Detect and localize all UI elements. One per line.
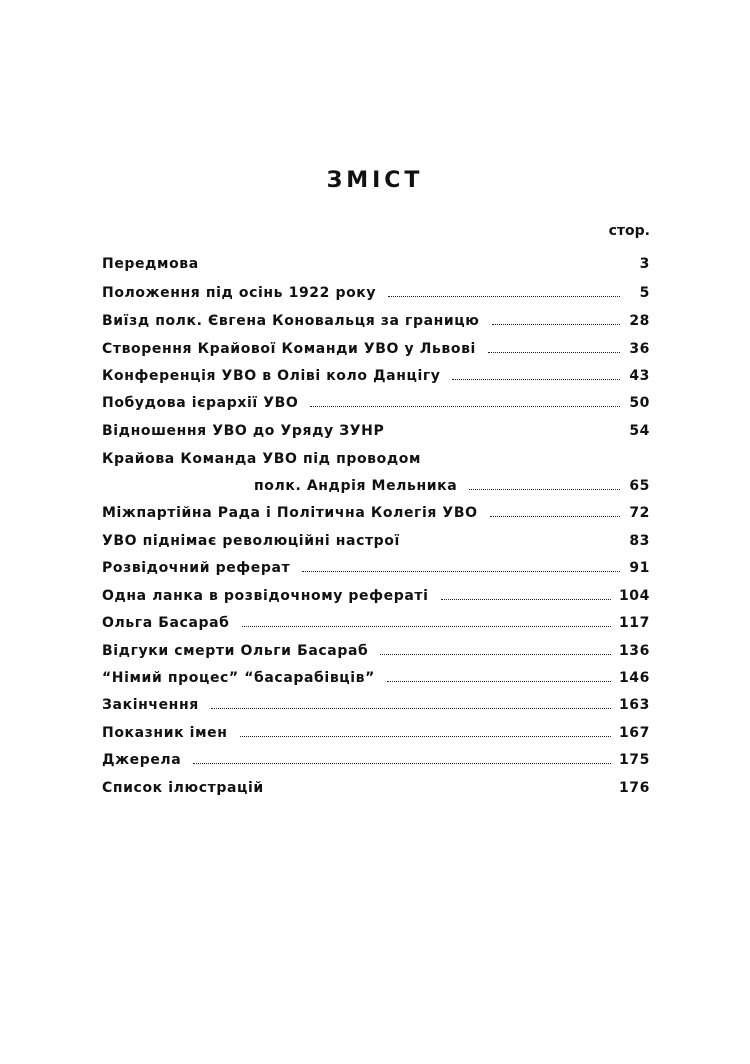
toc-entry [102, 391, 650, 411]
dot-leader [469, 488, 620, 490]
toc-entry [254, 474, 650, 494]
toc-entry-page: 83 [629, 533, 650, 549]
toc-entry-page: 146 [618, 670, 650, 686]
toc-entry-page: 28 [629, 313, 650, 329]
toc-entry [102, 281, 650, 301]
dot-leader [380, 653, 611, 655]
dot-leader [396, 434, 620, 435]
dot-leader [452, 378, 620, 380]
toc-entry-title: УВО піднімає революційні настрої [102, 533, 400, 549]
toc-entry-title: Виїзд полк. Євгена Коновальця за границю [102, 313, 480, 329]
toc-entry-page: 104 [618, 588, 650, 604]
dot-leader [240, 735, 611, 737]
toc-entry-title: Положення під осінь 1922 року [102, 285, 377, 301]
toc-entry-page: 167 [618, 725, 650, 741]
toc-entry-page: 50 [629, 395, 650, 411]
toc-entry-page: 117 [618, 615, 650, 631]
toc-entry-page: 65 [629, 478, 650, 494]
toc-entry [102, 721, 650, 741]
toc-entry-title: Показник імен [102, 725, 228, 741]
dot-leader [412, 544, 620, 545]
toc-entry-title: Відношення УВО до Уряду ЗУНР [102, 423, 385, 439]
toc-entry [102, 252, 650, 272]
dot-leader [433, 462, 620, 463]
toc-entry [102, 529, 650, 549]
toc-entry-title: Створення Крайової Команди УВО у Львові [102, 341, 476, 357]
toc-entry-page: 176 [618, 780, 650, 796]
toc-entry-title: Відгуки смерти Ольги Басараб [102, 643, 369, 659]
toc-entry [102, 748, 650, 768]
toc-entry [102, 776, 650, 796]
toc-entry [102, 556, 650, 576]
toc-entry-page: 175 [618, 752, 650, 768]
toc-entry-title: “Німий процес” “басарабівців” [102, 670, 375, 686]
toc-entry-title: Ольга Басараб [102, 615, 230, 631]
toc-entry-page: 91 [629, 560, 650, 576]
toc-entry-title: Список ілюстрацій [102, 780, 264, 796]
dot-leader [302, 570, 620, 572]
toc-entry [102, 639, 650, 659]
toc-entry-page: 3 [639, 256, 650, 272]
dot-leader [387, 680, 611, 682]
dot-leader [242, 625, 611, 627]
toc-entry-title: Закінчення [102, 697, 199, 713]
toc-entry-title: Джерела [102, 752, 182, 768]
dot-leader [490, 515, 620, 517]
toc-entry-title: Конференція УВО в Оліві коло Данцігу [102, 368, 441, 384]
dot-leader [441, 598, 611, 600]
toc-entry-page: 5 [639, 285, 650, 301]
toc-entry-title: Крайова Команда УВО під проводом [102, 451, 422, 467]
dot-leader [211, 707, 611, 709]
toc-entry-title: Одна ланка в розвідочному рефераті [102, 588, 429, 604]
dot-leader [388, 295, 620, 297]
toc-entry-page: 72 [629, 505, 650, 521]
toc-entry-page: 43 [629, 368, 650, 384]
toc-entry-page: 136 [618, 643, 650, 659]
toc-entry-page: 163 [618, 697, 650, 713]
toc-entry [102, 364, 650, 384]
toc-entry-title: полк. Андрія Мельника [254, 478, 458, 494]
page-column-label: стор. [608, 223, 650, 239]
toc-entry [102, 693, 650, 713]
toc-entry [102, 309, 650, 329]
toc-entry-title: Розвідочний реферат [102, 560, 291, 576]
toc-entry [102, 447, 650, 467]
toc-entry-title: Міжпартійна Рада і Політична Колегія УВО [102, 505, 478, 521]
dot-leader [310, 405, 620, 407]
toc-entry-title: Побудова ієрархії УВО [102, 395, 299, 411]
toc-entry [102, 666, 650, 686]
toc-entry-page: 54 [629, 423, 650, 439]
page-title: ЗМІСТ [326, 168, 424, 193]
dot-leader [211, 267, 620, 268]
toc-entry [102, 419, 650, 439]
toc-entry [102, 501, 650, 521]
toc-entry-title: Передмова [102, 256, 199, 272]
toc-entry [102, 611, 650, 631]
dot-leader [276, 791, 611, 792]
dot-leader [492, 323, 621, 325]
toc-entry-page: 36 [629, 341, 650, 357]
dot-leader [193, 762, 611, 764]
dot-leader [488, 351, 620, 353]
toc-entry [102, 337, 650, 357]
toc-entry [102, 584, 650, 604]
